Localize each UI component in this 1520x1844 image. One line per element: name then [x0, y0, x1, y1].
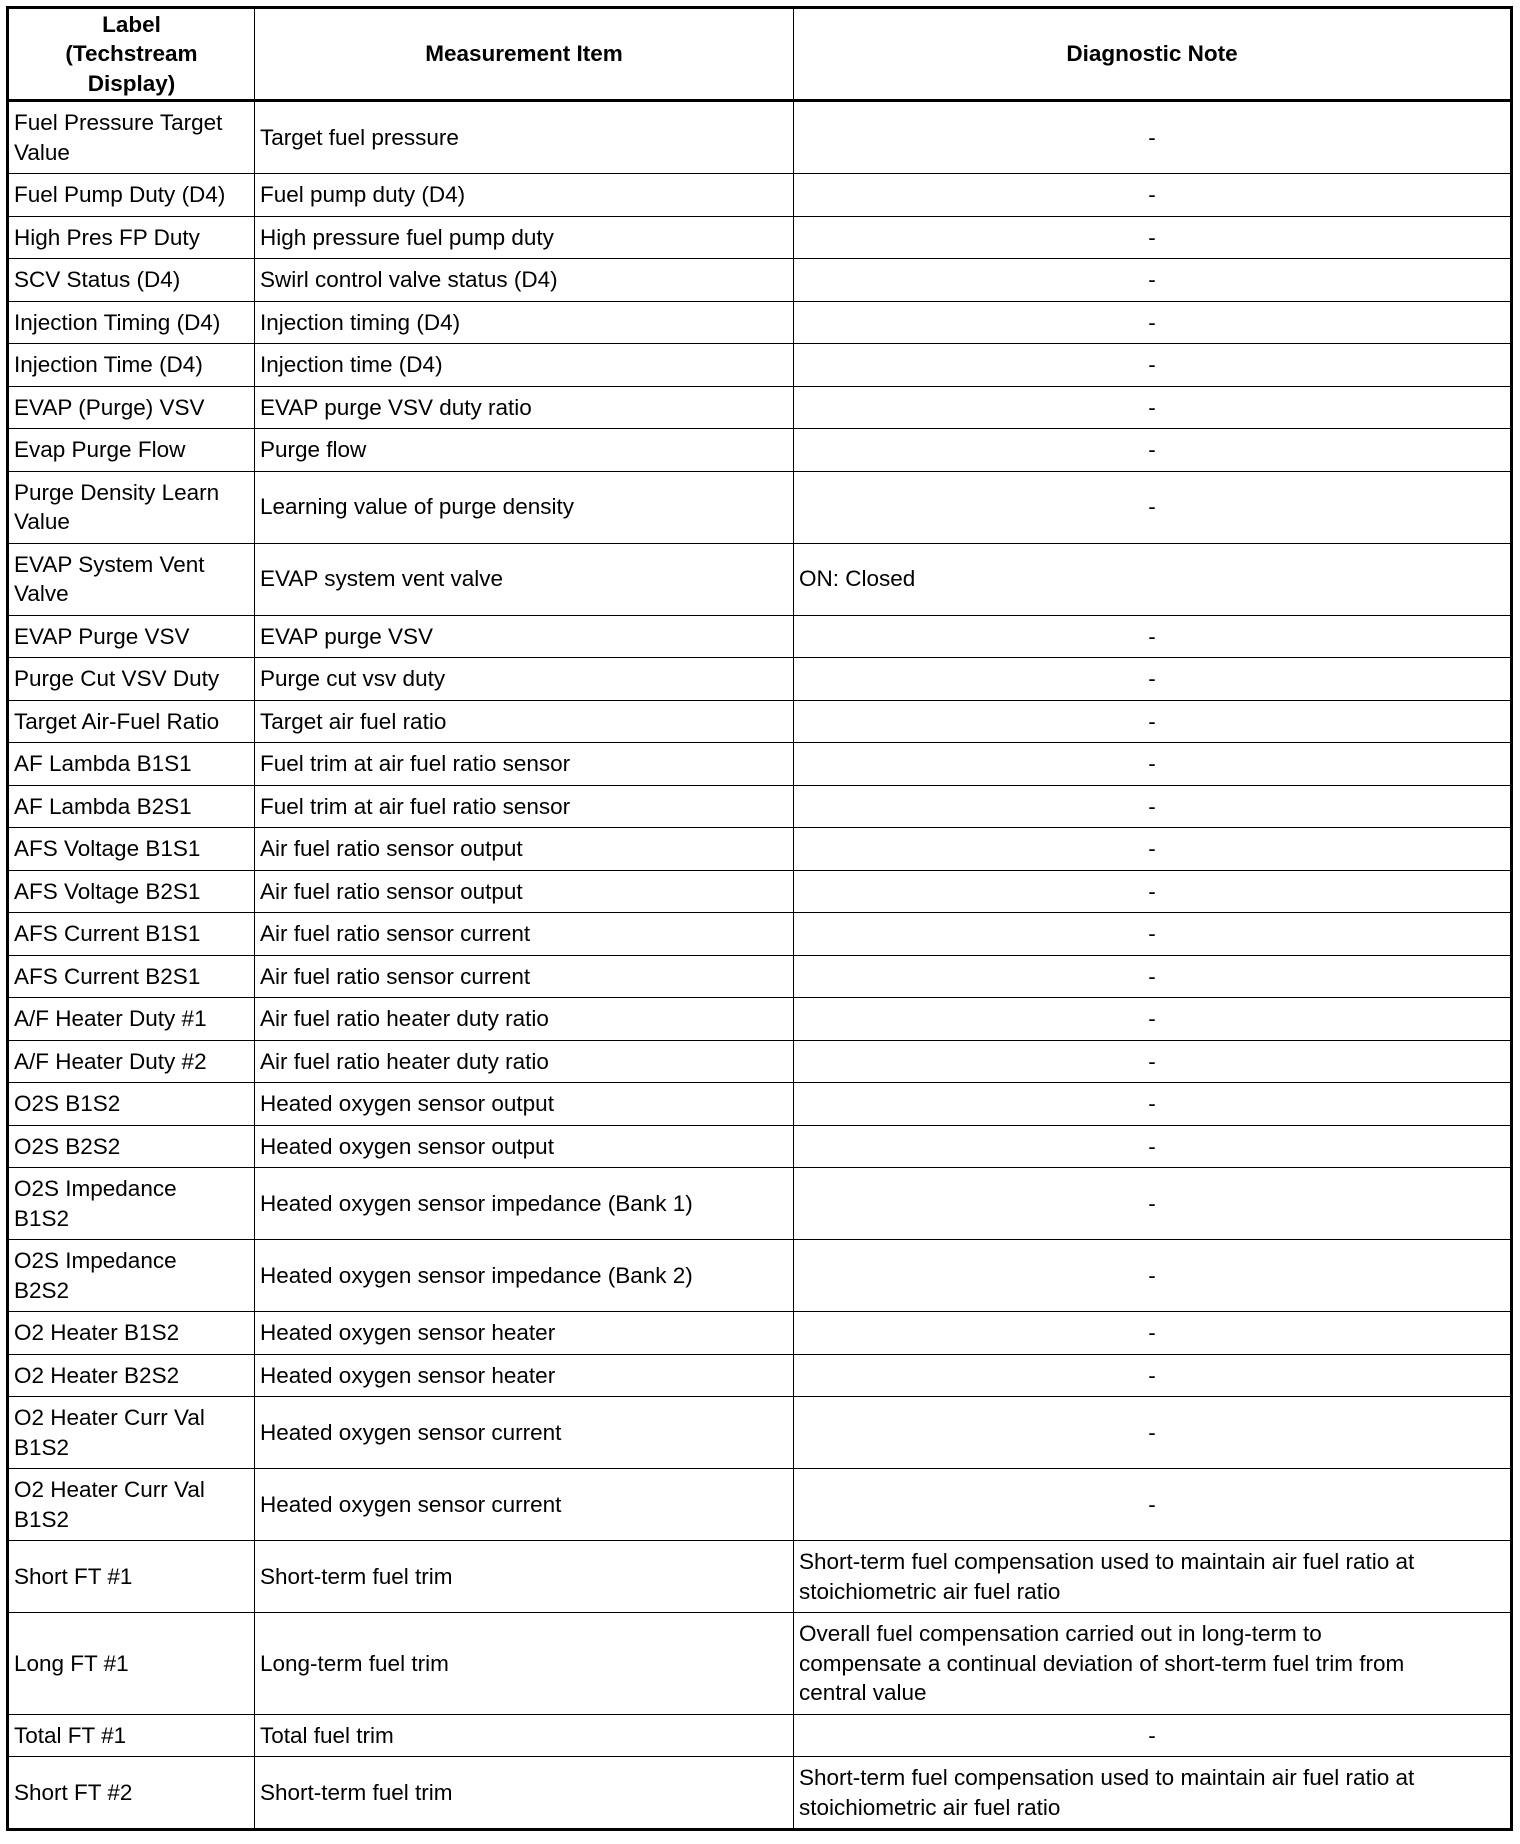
cell-diagnostic-note: - [794, 615, 1512, 658]
cell-diagnostic-note: - [794, 870, 1512, 913]
cell-label: Short FT #1 [8, 1541, 255, 1613]
table-row [8, 998, 1512, 1041]
cell-label: O2S Impedance B1S2 [8, 1168, 255, 1240]
cell-measurement-item: EVAP system vent valve [255, 543, 794, 615]
data-list-table [6, 6, 1513, 1831]
cell-label: AFS Voltage B1S1 [8, 828, 255, 871]
table-row [8, 259, 1512, 302]
table-row [8, 1312, 1512, 1355]
cell-measurement-item: Total fuel trim [255, 1714, 794, 1757]
cell-diagnostic-note: - [794, 998, 1512, 1041]
table-row [8, 1125, 1512, 1168]
cell-measurement-item: Short-term fuel trim [255, 1757, 794, 1830]
table-row [8, 700, 1512, 743]
cell-measurement-item: Heated oxygen sensor heater [255, 1354, 794, 1397]
cell-measurement-item: Fuel trim at air fuel ratio sensor [255, 743, 794, 786]
cell-diagnostic-note: - [794, 658, 1512, 701]
table-row [8, 174, 1512, 217]
table-row [8, 828, 1512, 871]
cell-label: O2 Heater B1S2 [8, 1312, 255, 1355]
cell-diagnostic-note: - [794, 1312, 1512, 1355]
cell-measurement-item: Air fuel ratio heater duty ratio [255, 998, 794, 1041]
header-measurement-item: Measurement Item [255, 8, 794, 101]
cell-label: Fuel Pressure Target Value [8, 101, 255, 174]
cell-measurement-item: Learning value of purge density [255, 471, 794, 543]
cell-label: AF Lambda B2S1 [8, 785, 255, 828]
cell-diagnostic-note: - [794, 913, 1512, 956]
cell-label: A/F Heater Duty #2 [8, 1040, 255, 1083]
cell-measurement-item: High pressure fuel pump duty [255, 216, 794, 259]
cell-measurement-item: Short-term fuel trim [255, 1541, 794, 1613]
cell-diagnostic-note: - [794, 955, 1512, 998]
cell-label: Target Air-Fuel Ratio [8, 700, 255, 743]
cell-diagnostic-note: - [794, 301, 1512, 344]
cell-diagnostic-note: - [794, 101, 1512, 174]
cell-diagnostic-note: ON: Closed [794, 543, 1512, 615]
cell-diagnostic-note: - [794, 1240, 1512, 1312]
cell-diagnostic-note: - [794, 386, 1512, 429]
cell-diagnostic-note: - [794, 1397, 1512, 1469]
cell-label: AFS Current B2S1 [8, 955, 255, 998]
cell-measurement-item: Fuel pump duty (D4) [255, 174, 794, 217]
table-row [8, 1714, 1512, 1757]
cell-label: Long FT #1 [8, 1613, 255, 1715]
cell-measurement-item: Air fuel ratio sensor current [255, 913, 794, 956]
cell-label: High Pres FP Duty [8, 216, 255, 259]
cell-diagnostic-note: - [794, 259, 1512, 302]
table-row [8, 1541, 1512, 1613]
cell-diagnostic-note: Short-term fuel compensation used to maintain air fuel ratio at stoichiometric air fuel ratio [794, 1541, 1512, 1613]
table-body [8, 101, 1512, 1830]
table-row [8, 429, 1512, 472]
cell-label: Purge Cut VSV Duty [8, 658, 255, 701]
cell-measurement-item: Air fuel ratio sensor current [255, 955, 794, 998]
cell-label: SCV Status (D4) [8, 259, 255, 302]
cell-measurement-item: Heated oxygen sensor output [255, 1125, 794, 1168]
cell-measurement-item: Air fuel ratio sensor output [255, 870, 794, 913]
cell-measurement-item: Heated oxygen sensor impedance (Bank 1) [255, 1168, 794, 1240]
cell-diagnostic-note: - [794, 1714, 1512, 1757]
table-row [8, 1397, 1512, 1469]
table-row [8, 743, 1512, 786]
header-label: Label (Techstream Display) [8, 8, 255, 101]
table-row [8, 658, 1512, 701]
table-row [8, 1083, 1512, 1126]
cell-label: Purge Density Learn Value [8, 471, 255, 543]
cell-diagnostic-note: - [794, 1469, 1512, 1541]
cell-diagnostic-note: - [794, 785, 1512, 828]
cell-measurement-item: Fuel trim at air fuel ratio sensor [255, 785, 794, 828]
cell-measurement-item: Injection time (D4) [255, 344, 794, 387]
cell-measurement-item: EVAP purge VSV duty ratio [255, 386, 794, 429]
table-row [8, 543, 1512, 615]
cell-label: Injection Timing (D4) [8, 301, 255, 344]
cell-label: O2 Heater B2S2 [8, 1354, 255, 1397]
cell-label: O2S B1S2 [8, 1083, 255, 1126]
cell-measurement-item: Purge cut vsv duty [255, 658, 794, 701]
table-row [8, 344, 1512, 387]
cell-label: O2S B2S2 [8, 1125, 255, 1168]
cell-label: EVAP System Vent Valve [8, 543, 255, 615]
cell-label: EVAP Purge VSV [8, 615, 255, 658]
cell-diagnostic-note: Short-term fuel compensation used to maintain air fuel ratio at stoichiometric air fuel ratio [794, 1757, 1512, 1830]
table-row [8, 870, 1512, 913]
cell-diagnostic-note: - [794, 216, 1512, 259]
table-row [8, 785, 1512, 828]
table-row [8, 913, 1512, 956]
table-row [8, 1240, 1512, 1312]
cell-diagnostic-note: - [794, 743, 1512, 786]
table-row [8, 1354, 1512, 1397]
cell-diagnostic-note: - [794, 429, 1512, 472]
cell-measurement-item: Air fuel ratio sensor output [255, 828, 794, 871]
cell-label: Total FT #1 [8, 1714, 255, 1757]
table-row [8, 1757, 1512, 1830]
cell-diagnostic-note: - [794, 471, 1512, 543]
table-row [8, 216, 1512, 259]
cell-measurement-item: Purge flow [255, 429, 794, 472]
table-row [8, 386, 1512, 429]
cell-measurement-item: EVAP purge VSV [255, 615, 794, 658]
table-row [8, 1613, 1512, 1715]
cell-diagnostic-note: - [794, 1354, 1512, 1397]
cell-diagnostic-note: - [794, 344, 1512, 387]
cell-label: AFS Current B1S1 [8, 913, 255, 956]
table-row [8, 615, 1512, 658]
cell-label: Fuel Pump Duty (D4) [8, 174, 255, 217]
cell-label: EVAP (Purge) VSV [8, 386, 255, 429]
cell-diagnostic-note: - [794, 1083, 1512, 1126]
cell-diagnostic-note: - [794, 1040, 1512, 1083]
cell-diagnostic-note: - [794, 174, 1512, 217]
table-row [8, 471, 1512, 543]
cell-label: A/F Heater Duty #1 [8, 998, 255, 1041]
table-header-row [8, 8, 1512, 101]
cell-measurement-item: Air fuel ratio heater duty ratio [255, 1040, 794, 1083]
cell-diagnostic-note: - [794, 828, 1512, 871]
cell-measurement-item: Long-term fuel trim [255, 1613, 794, 1715]
table-row [8, 1040, 1512, 1083]
cell-measurement-item: Swirl control valve status (D4) [255, 259, 794, 302]
cell-diagnostic-note: Overall fuel compensation carried out in long-term to compensate a continual deviation of short-term fuel trim from central value [794, 1613, 1512, 1715]
cell-label: AFS Voltage B2S1 [8, 870, 255, 913]
cell-measurement-item: Heated oxygen sensor impedance (Bank 2) [255, 1240, 794, 1312]
cell-diagnostic-note: - [794, 1168, 1512, 1240]
cell-measurement-item: Target air fuel ratio [255, 700, 794, 743]
cell-diagnostic-note: - [794, 700, 1512, 743]
table-row [8, 301, 1512, 344]
cell-measurement-item: Target fuel pressure [255, 101, 794, 174]
table-row [8, 1168, 1512, 1240]
cell-label: Injection Time (D4) [8, 344, 255, 387]
cell-label: Evap Purge Flow [8, 429, 255, 472]
cell-label: AF Lambda B1S1 [8, 743, 255, 786]
cell-label: O2S Impedance B2S2 [8, 1240, 255, 1312]
header-diagnostic-note: Diagnostic Note [794, 8, 1512, 101]
table-row [8, 1469, 1512, 1541]
cell-measurement-item: Heated oxygen sensor heater [255, 1312, 794, 1355]
cell-measurement-item: Heated oxygen sensor output [255, 1083, 794, 1126]
table-row [8, 955, 1512, 998]
cell-diagnostic-note: - [794, 1125, 1512, 1168]
cell-measurement-item: Heated oxygen sensor current [255, 1397, 794, 1469]
cell-measurement-item: Injection timing (D4) [255, 301, 794, 344]
cell-label: O2 Heater Curr Val B1S2 [8, 1397, 255, 1469]
table-row [8, 101, 1512, 174]
cell-label: Short FT #2 [8, 1757, 255, 1830]
cell-label: O2 Heater Curr Val B1S2 [8, 1469, 255, 1541]
cell-measurement-item: Heated oxygen sensor current [255, 1469, 794, 1541]
